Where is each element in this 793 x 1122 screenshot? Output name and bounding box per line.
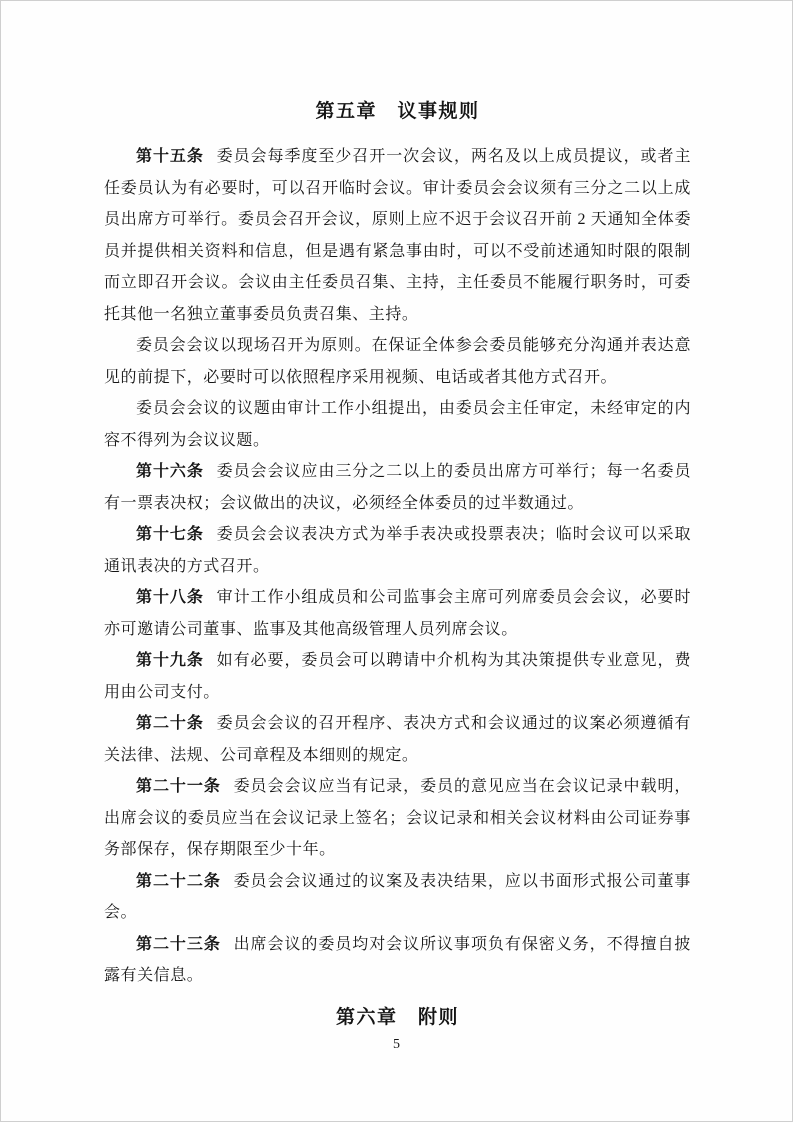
article-label: 第十七条 bbox=[136, 526, 204, 543]
paragraph bbox=[104, 393, 691, 456]
article-label: 第二十二条 bbox=[136, 872, 221, 890]
paragraph-article-21 bbox=[104, 771, 691, 866]
article-label: 第二十条 bbox=[136, 715, 204, 732]
paragraph-article-17 bbox=[104, 519, 691, 582]
paragraph-text: 如有必要，委员会可以聘请中介机构为其决策提供专业意见，费用由公司支付。 bbox=[104, 652, 691, 701]
paragraph-article-22 bbox=[104, 866, 691, 929]
paragraph-text: 委员会会议表决方式为举手表决或投票表决；临时会议可以采取通讯表决的方式召开。 bbox=[104, 526, 691, 575]
chapter-6-heading: 第六章 附则 bbox=[335, 1006, 459, 1028]
paragraph-article-15 bbox=[104, 141, 691, 330]
paragraph-text: 审计工作小组成员和公司监事会主席可列席委员会会议，必要时亦可邀请公司董事、监事及其他高级管理人员列席会议。 bbox=[104, 589, 691, 638]
page-content bbox=[104, 97, 691, 1033]
paragraph-article-18 bbox=[104, 582, 691, 645]
paragraph-text: 委员会每季度至少召开一次会议，两名及以上成员提议，或者主任委员认为有必要时，可以召开临时会议。审计委员会会议须有三分之二以上成员出席方可举行。委员会召开会议，原则上应不迟于会议召开前 2 天通知全体委员并提供相关资料和信息，但是遇有紧急事由时，可以不受前述通知时限的限制而立即召开会议。会议由主任委员召集、主持，主任委员不能履行职务时，可委托其他一名独立董事委员负责召集、主持。 bbox=[104, 148, 691, 323]
article-label: 第十六条 bbox=[136, 463, 204, 480]
paragraph-text: 委员会会议通过的议案及表决结果，应以书面形式报公司董事会。 bbox=[104, 872, 691, 921]
paragraph-article-16 bbox=[104, 456, 691, 519]
paragraph-text: 委员会会议应当有记录，委员的意见应当在会议记录中载明，出席会议的委员应当在会议记录上签名；会议记录和相关会议材料由公司证券事务部保存，保存期限至少十年。 bbox=[104, 778, 691, 858]
paragraph-article-19 bbox=[104, 645, 691, 708]
article-label: 第十八条 bbox=[136, 589, 204, 606]
paragraph-text: 委员会会议应由三分之二以上的委员出席方可举行；每一名委员有一票表决权；会议做出的决议，必须经全体委员的过半数通过。 bbox=[104, 463, 691, 512]
page-number: 5 bbox=[393, 1037, 400, 1052]
paragraph-text: 出席会议的委员均对会议所议事项负有保密义务，不得擅自披露有关信息。 bbox=[104, 935, 691, 984]
chapter-5-heading: 第五章 议事规则 bbox=[315, 101, 480, 122]
paragraph-text: 委员会会议的召开程序、表决方式和会议通过的议案必须遵循有关法律、法规、公司章程及本细则的规定。 bbox=[104, 715, 691, 764]
article-label: 第十五条 bbox=[136, 148, 204, 165]
paragraph bbox=[104, 330, 691, 393]
paragraph-text: 委员会会议的议题由审计工作小组提出，由委员会主任审定，未经审定的内容不得列为会议议题。 bbox=[104, 400, 691, 449]
paragraph-article-20 bbox=[104, 708, 691, 771]
paragraph-article-23 bbox=[104, 929, 691, 992]
article-label: 第十九条 bbox=[136, 652, 204, 669]
paragraph-text: 委员会会议以现场召开为原则。在保证全体参会委员能够充分沟通并表达意见的前提下，必要时可以依照程序采用视频、电话或者其他方式召开。 bbox=[104, 337, 691, 386]
article-label: 第二十三条 bbox=[136, 935, 221, 953]
article-label: 第二十一条 bbox=[136, 778, 221, 795]
